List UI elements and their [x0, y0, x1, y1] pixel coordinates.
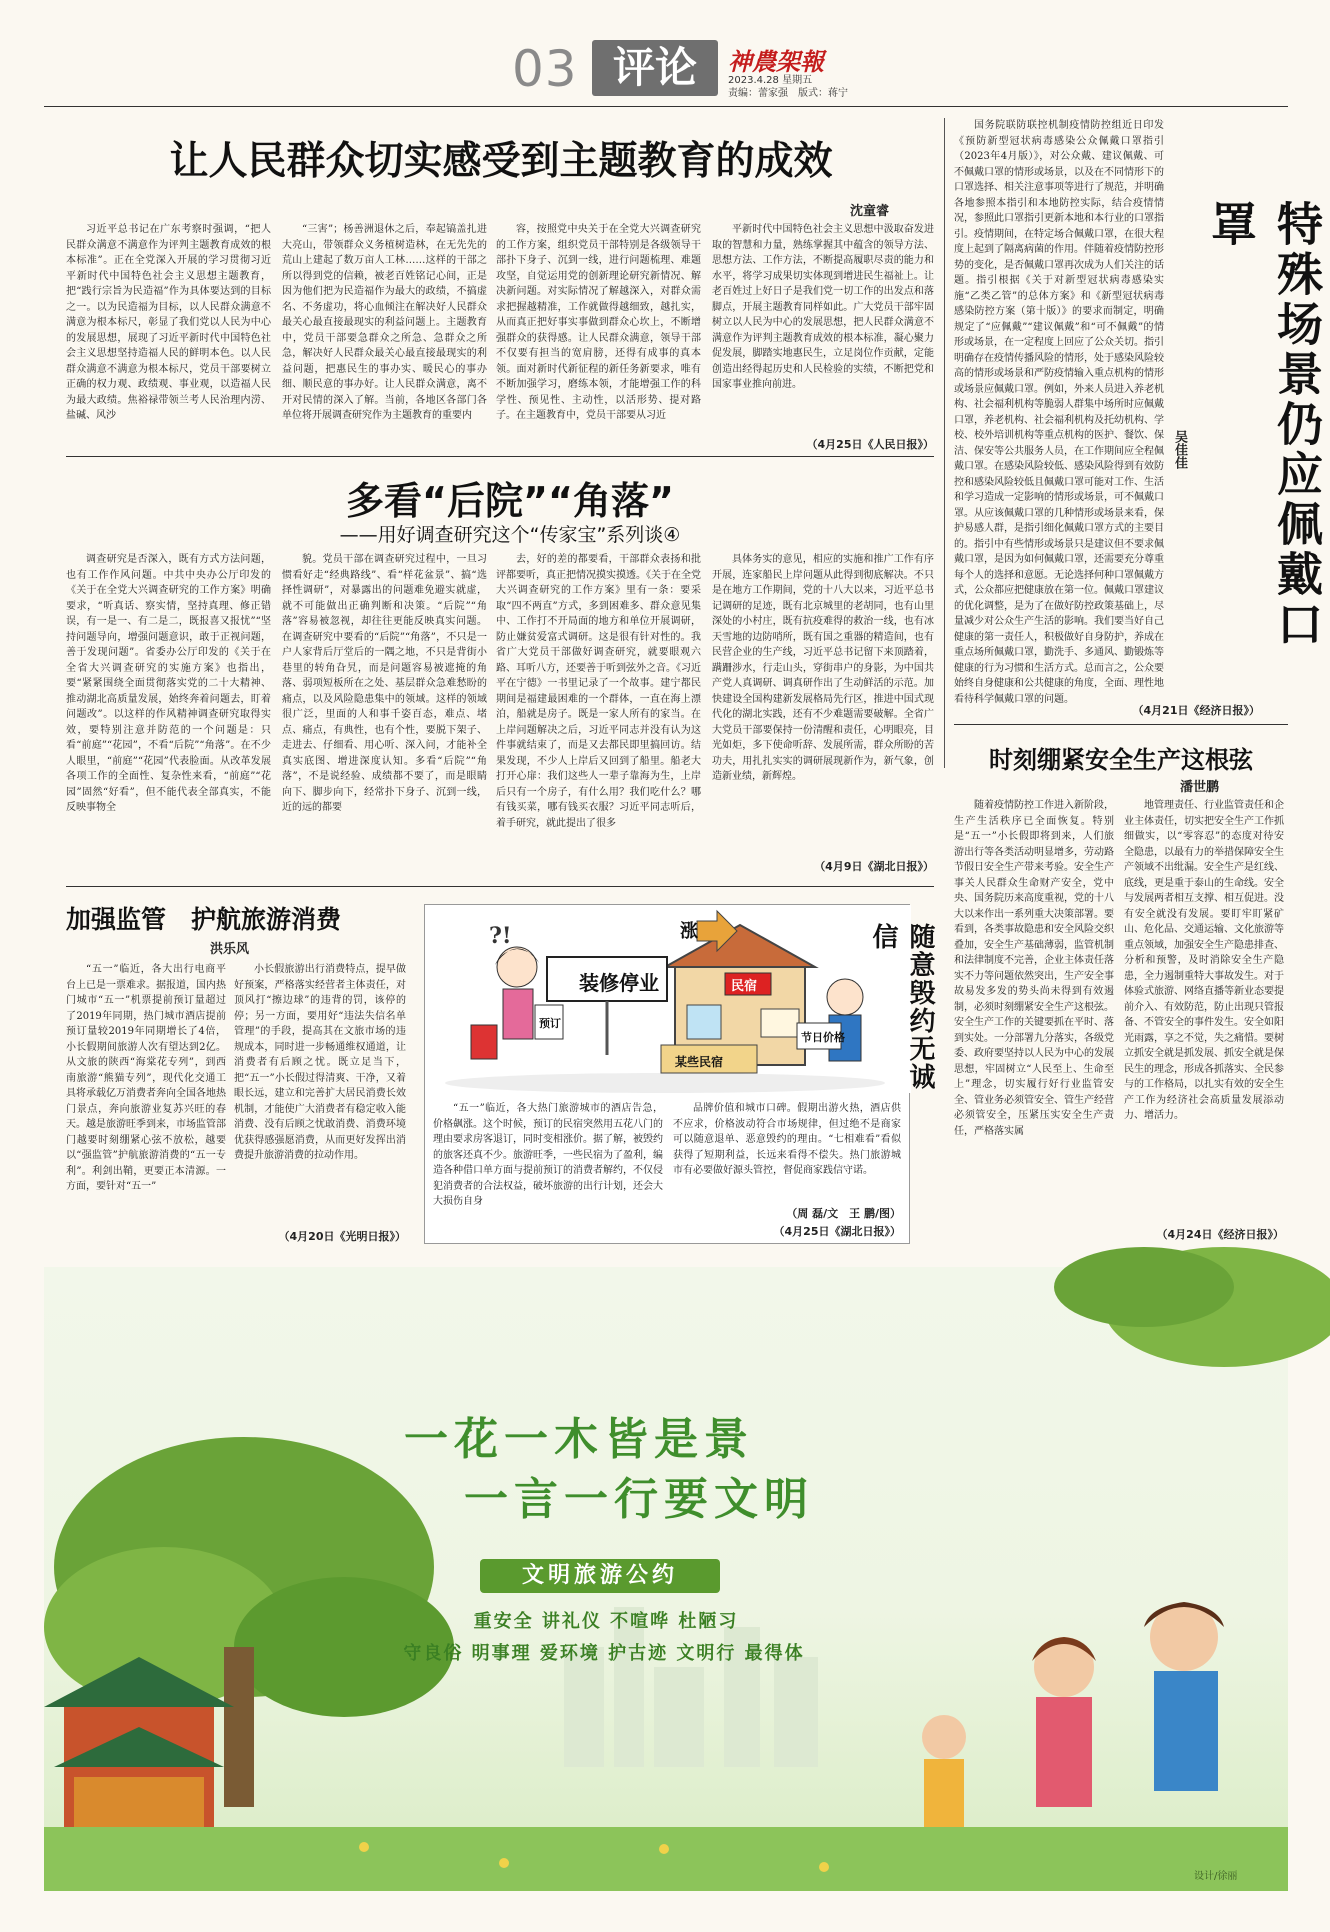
safety-headline: 时刻绷紧安全生产这根弦 — [989, 746, 1253, 774]
pledge-title: 文明旅游公约 — [480, 1559, 720, 1593]
second-col-2: 貌。党员干部在调查研究过程中，一旦习惯看好走“经典路线”、看“样花盆景”、搞“选择性调研”，对暴露出的问题难免避实就虚，就不可能做出正确判断和决策。“后院”“角落”容易被忽视，却往往更能反映真实问题。在调查研究中要看的“后院”“角落”，不只是一户人家背后厅堂后的一隅之地，不只是背街小巷里的转角旮旯，而是问题容易被遮掩的角落、弱项短板所在之处、基层群众急难愁盼的痛点，以及风险隐患集中的领域。这样的领域很广泛，里面的人和事千姿百态，难点、堵点、痛点，有典性，也有个性，要脱下架子、走进去、仔细看、用心听、深入问，才能补全真实底图、增进深度认知。多看“后院”“角落”，不是说经验、成绩都不要了，而是眼睛向下、脚步向下，经常扑下身子、沉到一线，近的远的都要 — [282, 554, 487, 813]
editor-line: 责编：蕾家强 版式：蒋宁 — [728, 88, 848, 99]
main-col-4: 平新时代中国特色社会主义思想中汲取奋发进取的智慧和力量，熟练掌握其中蕴含的领导方法、思想方法、工作方法，不断提高履职尽责的能力和水平，将学习成果切实体现到增进民生福祉上。让老百姓过上好日子是我们党一切工作的出发点和落脚点，开展主题教育同样如此。广大党员干部牢固树立以人民为中心的发展思想，把人民群众满意不满意作为评判主题教育成效的根本标准，凝心聚力促发展，脚踏实地惠民生，立足岗位作贡献，定能创造出经得起历史和人民检验的实绩，不断把党和国家事业推向前进。 — [712, 224, 934, 390]
cartoon-sign-rise: 涨 — [680, 921, 698, 942]
paper-name: 神農架報 — [728, 47, 824, 76]
section-label: 评论 — [592, 40, 718, 96]
banner-credit: 设计/徐丽 — [1194, 1871, 1238, 1882]
cartoon-illustration — [425, 905, 911, 1093]
masks-body: 国务院联防联控机制疫情防控组近日印发《预防新型冠状病毒感染公众佩戴口罩指引（2023年4月版）》，对公众戴、建议佩戴、可不佩戴口罩的情形或场景，以及在不同情形下的口罩选择、相关注意事项等进行了规范，并明确各地参照本指引和本地防控实际，结合疫情情况，参照此口罩指引更新本地和本行业的口罩指引。疫情期间，在特定场合佩戴口罩，在很大程度上起到了隔离病菌的作用。伴随着疫情防控形势的变化，是否佩戴口罩再次成为人们关注的话题。指引根据《关于对新型冠状病毒感染实施“乙类乙管”的总体方案》和《新型冠状病毒感染防控方案（第十版）》的要求而制定，明确规定了“应佩戴”“建议佩戴”和“可不佩戴”的情形或场景，在一定程度上回应了公众关切。指引明确存在疫情传播风险的情形，处于感染风险较高的情形或场景和严防疫情输入重点机构的情形或场景应佩戴口罩。例如，外来人员进入养老机构、社会福利机构等脆弱人群集中场所时应佩戴口罩，养老机构、社会福利机构及托幼机构、学校、校外培训机构等重点机构的医护、餐饮、保洁、保安等公共服务人员，在工作期间应全程佩戴口罩。在感染风险较低、感染风险得到有效防控和感染风险较低且佩戴口罩可能对工作、生活和学习造成一定影响的情形或场景，可不佩戴口罩。从应该佩戴口罩的几种情形或场景来看，保护易感人群，是指引细化佩戴口罩方式的主要目的。指引中有些情形或场景只是建议但不要求佩戴口罩，是因为如何佩戴口罩，还需要充分尊重每个人的选择和意愿。无论选择何种口罩佩戴方式，公众都应把健康放在第一位。佩戴口罩建议的优化调整，是为了在做好防控政策基础上，尽量减少对公众生产生活的影响。我们要当好自己健康的第一责任人，积极做好自身防护，养成在重点场所佩戴口罩，勤洗手、多通风、勤锻炼等健康的行为习惯和生活方式。总而言之，公众要始终自身健康和公共健康的角度，全面、理性地看待科学佩戴口罩的问题。 — [954, 120, 1164, 705]
tourism-source: （4月20日《光明日报》） — [278, 1230, 406, 1243]
second-headline: 多看“后院”“角落” — [346, 479, 674, 523]
second-col-3: 去，好的差的都要看，干部群众表扬和批评都要听，真正把情况摸实摸透。《关于在全党大兴调查研究的工作方案》里有一条：要采取“四不两直”方式，多到困难多、群众意见集中、工作打不开局面的地方和单位开展调研，防止嫌贫爱富式调研。这是很有针对性的。我省广大党员干部做好调查研究，就要眼观六路、耳听八方，还要善于听到弦外之音。《习近平在宁德》一书里记录了一个故事。建宁都民期间是福建最困难的一个群体，一直在海上漂泊，船就是房子。既是一家人所有的家当。在上岸问题解决之后，习近平同志并没有认为这件事就结束了，而是又去都民即里搞回访。结果发现，不少人上岸后又回到了船里。船老大打开心扉：我们这些人一辈子靠海为生，上岸后只有一个房子，有什么用？我们吃什么？哪有钱买菜，哪有钱买衣服？习近平同志听后，着手研究，就此提出了很多 — [496, 554, 701, 829]
masks-source: （4月21日《经济日报》） — [1132, 704, 1260, 717]
page-number: 03 — [512, 40, 578, 98]
tourism-headline: 加强监管 护航旅游消费 — [66, 905, 342, 934]
main-col-2: “三害”；杨善洲退休之后，奉起镐盖扎进大亮山，带领群众义务植树造林，在无先先的荒山上建起了数万亩人工林……这样的干部之所以得到党的信赖，被老百姓铭记心间，正是因为他们把为民造福作为最大的政绩，不搞虚名、不务虚功，将心血倾注在解决好人民群众最关心最直接最现实的利益问题上。主题教育中，党员干部要急群众之所急、急群众之所急，解决好人民群众最关心最直接最现实的利益问题，把惠民生的事办实、暖民心的事办细、顺民意的事办好。让人民群众满意，离不开对民情的深入了解。当前，各地区各部门各单位将开展调查研究作为主题教育的重要内 — [282, 224, 487, 421]
banner-slogan-line-1: 一花一木皆是景 — [404, 1414, 754, 1465]
cartoon-sign-renovation: 装修停业 — [579, 971, 659, 995]
svg-text:?!: ?! — [489, 923, 512, 949]
main-source: （4月25日《人民日报》） — [806, 438, 934, 451]
cartoon-sign-homestay: 民宿 — [731, 979, 758, 994]
cartoon-source: （4月25日《湖北日报》） — [773, 1225, 901, 1238]
column-separator — [944, 118, 945, 768]
masthead-rule — [44, 106, 1288, 107]
safety-byline: 潘世鹏 — [1180, 780, 1220, 795]
date-line: 2023.4.28 星期五 — [728, 75, 813, 86]
divider — [66, 456, 934, 457]
tourism-col-2: 小长假旅游出行消费特点，提早做好预案，严格落实经营者主体责任，对顶风打“擦边球”的违背的罚，该停的停；另一方面，要用好“违法失信名单管理”的手段，提高其在文旅市场的违规成本，同时进一步畅通维权通道，让消费者有后顾之忧。既立足当下，把“五一”小长假过得清爽、干净，又着眼长远，建立和完善扩大居民消费长效机制，才能使广大消费者有稳定收入能消费、没有后顾之忧敢消费、消费环境优获得感强愿消费，从而更好发挥出消费提升旅游消费的拉动作用。 — [234, 964, 406, 1161]
second-col-1: 调查研究是否深入，既有方式方法问题，也有工作作风问题。中共中央办公厅印发的《关于在全党大兴调查研究的工作方案》明确要求，“听真话、察实情，坚持真理、修正错误，有一是一、有二是二，既报喜又报忧”“坚持问题导向，增强问题意识，敢于正视问题，善于发现问题”。省委办公厅印发的《关于在全省大兴调查研究的实施方案》也指出，要“紧紧围绕全面贯彻落实党的二十大精神、推动湖北高质量发展，始终奔着问题去，盯着问题改”。以这样的作风精神调查研究取得实效，要特别注意并防范的一个问题是：只看“前庭”“花园”，不看“后院”“角落”。在不少人眼里，“前庭”“花园”代表脸面。从改革发展各项工作的全面性、复杂性来看，“前庭”“花园”固然“好看”，但不能代表全部真实，不能反映事物全 — [66, 554, 271, 813]
masthead-meta — [728, 74, 848, 100]
safety-col-2: 地管理责任、行业监管责任和企业主体责任，切实把安全生产工作抓细做实，以“零容忍”的态度对待安全隐患，以最有力的举措保障安全生产领域不出纰漏。安全生产是红线、底线，更是重于泰山的生命线。安全与发展两者相互支撑、相互促进。没有安全就没有发展。要盯牢盯紧矿山、危化品、交通运输、文化旅游等重点领域，加强安全生产隐患排查、分析和预警，及时消除安全生产隐患，全力遏制重特大事故发生。对于体验式旅游、网络直播等新业态要提前介入、有效防范，防止出现只管报备、不管安全的事件发生。安全如阳光雨露，享之不觉，失之痛惜。要树立抓安全就是抓发展、抓安全就是保民生的理念，形成各抓落实、全民参与的工作格局，以扎实有效的安全生产工作为经济社会高质量发展添动力、增活力。 — [1124, 800, 1284, 1121]
pledge-line-1: 重安全 讲礼仪 不喧哗 杜陋习 — [473, 1611, 739, 1632]
masks-byline: 吴佳佳 — [1172, 430, 1187, 469]
divider — [66, 886, 934, 887]
cartoon-title: 随意毁约无诚信 — [868, 923, 935, 1091]
cartoon-sign-preorder: 预订 — [539, 1017, 561, 1030]
civilized-tourism-banner — [44, 1267, 1288, 1891]
cartoon-box — [424, 904, 935, 1244]
second-source: （4月9日《湖北日报》） — [814, 860, 934, 873]
masks-headline: 特殊场景仍应佩戴口罩 — [1204, 200, 1324, 650]
pledge-line-2: 守良俗 明事理 爱环境 护古迹 文明行 最得体 — [403, 1643, 805, 1664]
main-headline: 让人民群众切实感受到主题教育的成效 — [169, 139, 833, 184]
main-byline: 沈童睿 — [850, 204, 890, 219]
cartoon-sign-some-homestay: 某些民宿 — [675, 1055, 724, 1069]
cartoon-col-1: “五一”临近，各大热门旅游城市的酒店告急，价格飙涨。这个时候，预订的民宿突然用五花八门的理由要求房客退订，同时变相涨价。据了解，被毁约的旅客还真不少。旅游旺季，一些民宿为了盈利，编造各种借口单方面与提前预订的消费者解约，不仅侵犯消费者的合法权益，破坏旅游的出行计划，还会大大损伤自身 — [433, 1103, 663, 1207]
tourism-col-1: “五一”临近，各大出行电商平台上已是一票难求。据报道，国内热门城市“五一”机票提前预订量超过了2019年同期，热门城市酒店提前预订量较2019年同期增长了4倍，小长假期间旅游人次有望达到2亿。从文旅的陕西“海棠花专列”，到西南旅游“熊猫专列”，现代化交通工具将承载亿万消费者奔向全国各地热门景点，奔向旅游业复苏兴旺的春天。越是旅游旺季到来，市场监管部门越要时刻绷紧心弦不放松，越要以“强监管”护航旅游消费的“五一专利”。利剑出鞘，更要正本清源。一方面，要针对“五一” — [66, 964, 226, 1192]
safety-source: （4月24日《经济日报》） — [1156, 1228, 1284, 1241]
safety-col-1: 随着疫情防控工作进入新阶段，生产生活秩序已全面恢复。特别是“五一”小长假即将到来，人们旅游出行等各类活动明显增多，劳动路节假日安全生产带来考验。安全生产事关人民群众生命财产安全，党中央、国务院历来高度重视，党的十八大以来作出一系列重大决策部署。要看到，各类事故隐患和安全风险交织叠加，安全生产基础薄弱，监管机制和法律制度不完善，企业主体责任落实不力等问题依然突出，生产安全事故易发多发的势头尚未得到有效遏制，必须时刻绷紧安全生产这根弦。安全生产工作的关键要抓在平时、落到实处。一分部署九分落实，各级党委、政府要坚持以人民为中心的发展思想，牢固树立“人民至上、生命至上”理念，切实履行好行业监管安全、管业务必须管安全、管生产经营必须管安全，压紧压实安全生产责任，严格落实属 — [954, 800, 1114, 1137]
main-col-3: 容，按照党中央关于在全党大兴调查研究的工作方案，组织党员干部特别是各级领导干部扑下身子、沉到一线，进行问题梳理、难题攻坚，自觉运用党的创新理论研究新情况、解决新问题。对实际情况了解越深入，对群众需求把握越精准，工作就做得越细致，越扎实，从而真正把好事实事做到群众心坎上，不断增强群众的获得感。让人民群众满意，领导干部不仅要有担当的宽肩膀，还得有成事的真本领。面对新时代新征程的新任务新要求，唯有不断加强学习，磨练本领，才能增强工作的科学性、预见性、主动性，以活形势、提对路子。在主题教育中，党员干部要从习近 — [496, 224, 701, 421]
second-subheadline: ——用好调查研究这个“传家宝”系列谈④ — [339, 524, 681, 546]
banner-slogan-line-2: 一言一行要文明 — [464, 1474, 814, 1525]
cartoon-col-2: 品牌价值和城市口碑。假期出游火热，酒店供不应求，价格波动符合市场规律，但过绝不是商家可以随意退单、恶意毁约的理由。“七相难看”看似获得了短期利益，长远来看得不偿失。热门旅游城市有必要做好源头管控，督促商家践信守诺。 — [673, 1103, 901, 1176]
cartoon-credit: （周 磊/文 王 鹏/图） — [786, 1207, 901, 1220]
main-col-1: 习近平总书记在广东考察时强调，“把人民群众满意不满意作为评判主题教育成效的根本标准”。正在全党深入开展的学习贯彻习近平新时代中国特色社会主义思想主题教育，把“践行宗旨为民造福”作为具体要达到的目标之一。以为民造福为目标，以人民群众满意不满意为根本标尺，彰显了我们党以人民为中心的发展思想，展现了习近平新时代中国特色社会主义思想坚持造福人民的鲜明本色。以人民群众满意不满意为根本标尺，党员干部要树立正确的权力观、政绩观、事业观，以造福人民为最大政绩。焦裕禄带领兰考人民治理内涝、盐碱、风沙 — [66, 224, 271, 421]
tourism-byline: 洪乐风 — [210, 942, 250, 957]
second-col-4: 具体务实的意见，相应的实施和推广工作有序开展，连家船民上岸问题从此得到彻底解决。不只是在地方工作期间，党的十八大以来，习近平总书记调研的足迹，既有北京城里的老胡同，也有山里深处的小村庄，既有抗疫难得的救治一线，也有冰天雪地的边防哨所，既有国之重器的精造间，也有民营企业的生产线，习近平总书记留下来顶踏着，蹒跚涉水，行走山头，穿街串户的身影，为中国共产党人真调研、调真研作出了生动鲜活的示范。加快建设全国构建新发展格局先行区，推进中国式现代化的湖北实践，还有不少难题需要破解。全省广大党员干部要保持一份清醒和责任，心明眼亮，目光如炬，多下使命听辞、发展所需，群众所盼的苦功夫，用扎扎实实的调研展现新作为，新气象，创造新业绩，新辉煌。 — [712, 554, 934, 782]
cartoon-sign-holiday-price: 节日价格 — [801, 1031, 845, 1044]
divider — [954, 724, 1288, 725]
